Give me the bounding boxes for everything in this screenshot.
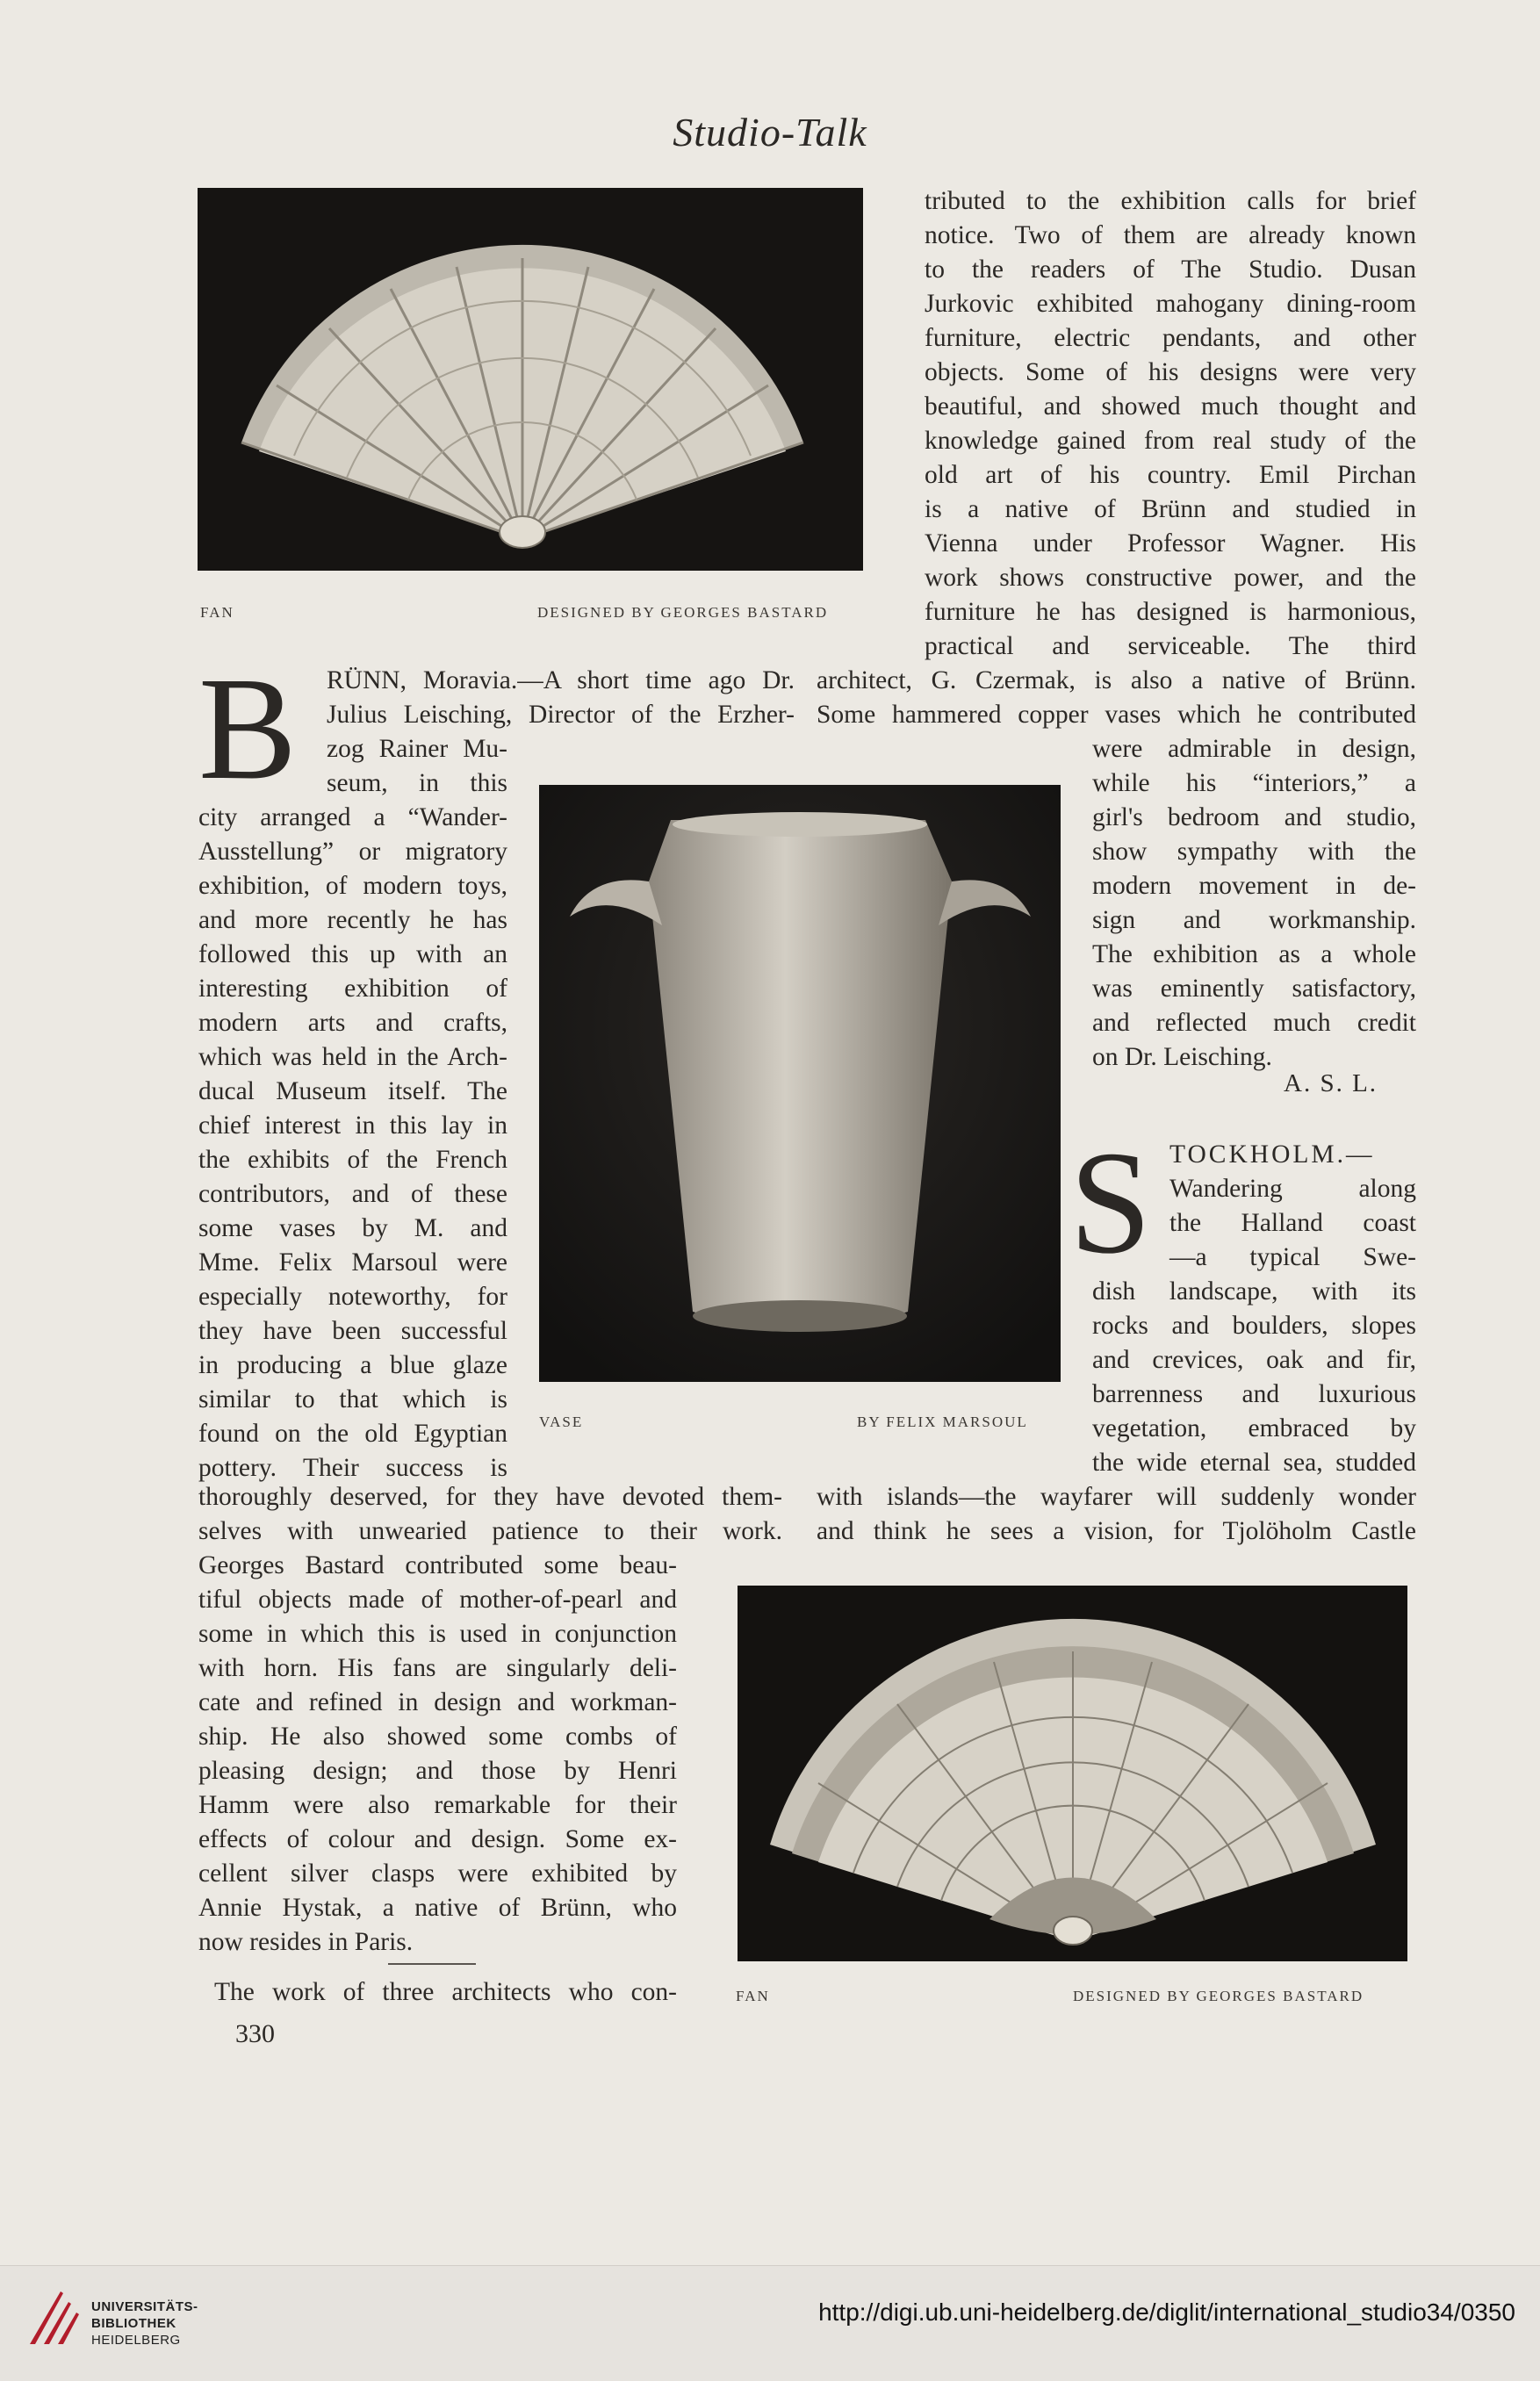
text-line: ducal Museum itself. The	[198, 1077, 507, 1105]
drop-cap-b: B	[198, 647, 298, 810]
text-line: in producing a blue glaze	[198, 1351, 507, 1379]
text-line: modern movement in de-	[1092, 872, 1416, 900]
library-name	[91, 2298, 198, 2349]
final-line	[214, 1975, 677, 2010]
text-line: modern arts and crafts,	[198, 1009, 507, 1037]
text-line: show sympathy with the	[1092, 838, 1416, 866]
text-line: cellent silver clasps were exhibited by	[198, 1859, 677, 1888]
text-line: ship. He also showed some combs of	[198, 1723, 677, 1751]
text-line: city arranged a “Wander-	[198, 803, 507, 831]
text-line: the wide eternal sea, studded	[1092, 1449, 1416, 1477]
text-line: The exhibition as a whole	[1092, 940, 1416, 968]
text-line: The work of three architects who con-	[214, 1978, 677, 2006]
text-line: pleasing design; and those by Henri	[198, 1757, 677, 1785]
text-line: with islands—the wayfarer will suddenly wonder	[817, 1483, 1416, 1511]
text-line: chief interest in this lay in	[198, 1111, 507, 1140]
text-line: thoroughly deserved, for they have devoted them-	[198, 1483, 782, 1511]
text-line: zog Rainer Mu-	[327, 735, 507, 763]
text-line: practical and serviceable. The third	[925, 632, 1416, 660]
text-line: was eminently satisfactory,	[1092, 975, 1416, 1003]
text-line: Georges Bastard contributed some beau-	[198, 1551, 677, 1579]
text-line: to the readers of The Studio. Dusan	[925, 255, 1416, 284]
text-line: sign and workmanship.	[1092, 906, 1416, 934]
text-line: interesting exhibition of	[198, 975, 507, 1003]
text-line: knowledge gained from real study of the	[925, 427, 1416, 455]
vase-caption-right: BY FELIX MARSOUL	[857, 1413, 1028, 1430]
text-line: Ausstellung” or migratory	[198, 838, 507, 866]
text-line: seum, in this	[327, 769, 507, 797]
source-url-link[interactable]: http://digi.ub.uni-heidelberg.de/diglit/international_studio34/0350	[818, 2298, 1515, 2326]
text-line: dish landscape, with its	[1092, 1277, 1416, 1306]
text-line: Julius Leisching, Director of the Erzher-	[327, 701, 795, 729]
text-line: now resides in Paris.	[198, 1928, 414, 1956]
text-line: furniture, electric pendants, and other	[925, 324, 1416, 352]
fan-illustration	[198, 188, 863, 571]
text-line: selves with unwearied patience to their work.	[198, 1517, 782, 1545]
text-line: pottery. Their success is	[198, 1454, 507, 1482]
fan-caption-right: DESIGNED BY GEORGES BASTARD	[537, 604, 829, 621]
text-line: while his “interiors,” a	[1092, 769, 1416, 797]
library-name-line: HEIDELBERG	[91, 2333, 181, 2348]
text-line: —a typical Swe-	[1169, 1243, 1416, 1271]
full-row-left	[198, 1480, 782, 1549]
text-line: beautiful, and showed much thought and	[925, 392, 1416, 421]
brunn-narrow-lines	[198, 801, 507, 1485]
text-line: on Dr. Leisching.	[1092, 1043, 1272, 1071]
text-line: effects of colour and design. Some ex-	[198, 1825, 677, 1853]
text-line: with horn. His fans are singularly deli-	[198, 1654, 677, 1682]
text-line: Vienna under Professor Wagner. His	[925, 529, 1416, 557]
signature: A. S. L.	[1284, 1069, 1378, 1097]
text-line: notice. Two of them are already known	[925, 221, 1416, 249]
text-line: the exhibits of the French	[198, 1146, 507, 1174]
brunn-wide-lines	[327, 664, 795, 732]
text-line: barrenness and luxurious	[1092, 1380, 1416, 1408]
text-line: Annie Hystak, a native of Brünn, who	[198, 1894, 677, 1922]
fan-caption-right-bottom: DESIGNED BY GEORGES BASTARD	[1073, 1988, 1364, 2004]
text-line: old art of his country. Emil Pirchan	[925, 461, 1416, 489]
text-line: and think he sees a vision, for Tjolöholm Castle	[817, 1517, 1416, 1545]
text-line: vegetation, embraced by	[1092, 1414, 1416, 1442]
text-line: girl's bedroom and studio,	[1092, 803, 1416, 831]
text-line: RÜNN, Moravia.—A short time ago Dr.	[327, 666, 795, 694]
section-divider	[388, 1963, 476, 1965]
text-line: and reflected much credit	[1092, 1009, 1416, 1037]
text-line: exhibition, of modern toys,	[198, 872, 507, 900]
stockholm-indent-lines	[1169, 1138, 1416, 1275]
brunn-indent-lines	[327, 732, 507, 801]
text-line: some in which this is used in conjunction	[198, 1620, 677, 1648]
text-line: and more recently he has	[198, 906, 507, 934]
text-line: and crevices, oak and fir,	[1092, 1346, 1416, 1374]
library-name-line: UNIVERSITÄTS-	[91, 2299, 198, 2314]
text-line: they have been successful	[198, 1317, 507, 1345]
text-line: is a native of Brünn and studied in	[925, 495, 1416, 523]
vase-illustration	[539, 785, 1061, 1382]
text-line: especially noteworthy, for	[198, 1283, 507, 1311]
text-line: furniture he has designed is harmonious,	[925, 598, 1416, 626]
fan-plate-bottom	[738, 1586, 1407, 1961]
right-column-top	[925, 184, 1416, 664]
text-line: were admirable in design,	[1092, 735, 1416, 763]
right-column-wide	[817, 664, 1416, 732]
running-header: Studio-Talk	[673, 110, 867, 155]
vase-caption-left: VASE	[539, 1413, 584, 1430]
text-line: the Halland coast	[1169, 1209, 1416, 1237]
page-number: 330	[235, 2019, 275, 2048]
text-line: contributors, and of these	[198, 1180, 507, 1208]
fan-caption-left-bottom: FAN	[736, 1988, 770, 2004]
full-row-right	[817, 1480, 1416, 1549]
text-line: which was held in the Arch-	[198, 1043, 507, 1071]
vase-plate	[539, 785, 1061, 1382]
right-column-mid	[1092, 732, 1416, 1075]
fan-illustration	[738, 1586, 1407, 1961]
library-name-line: BIBLIOTHEK	[91, 2316, 176, 2331]
text-line: work shows constructive power, and the	[925, 564, 1416, 592]
fan-caption-left: FAN	[200, 604, 234, 621]
stockholm-lines	[1092, 1275, 1416, 1480]
text-line: found on the old Egyptian	[198, 1420, 507, 1448]
fan-plate-top	[198, 188, 863, 571]
text-line: objects. Some of his designs were very	[925, 358, 1416, 386]
text-line: Hamm were also remarkable for their	[198, 1791, 677, 1819]
text-line: cate and refined in design and workman-	[198, 1688, 677, 1716]
text-line: Some hammered copper vases which he contributed	[817, 701, 1416, 729]
text-line: Mme. Felix Marsoul were	[198, 1248, 507, 1277]
text-line: Jurkovic exhibited mahogany dining-room	[925, 290, 1416, 318]
text-line: followed this up with an	[198, 940, 507, 968]
text-line: rocks and boulders, slopes	[1092, 1312, 1416, 1340]
drop-cap-s: S	[1069, 1121, 1152, 1284]
text-line: tributed to the exhibition calls for brief	[925, 187, 1416, 215]
text-line: tiful objects made of mother-of-pearl and	[198, 1586, 677, 1614]
text-line: some vases by M. and	[198, 1214, 507, 1242]
text-line: architect, G. Czermak, is also a native of Brünn.	[817, 666, 1416, 694]
bottom-left-column	[198, 1549, 677, 1960]
text-line: similar to that which is	[198, 1385, 507, 1413]
text-line: Wandering along	[1169, 1175, 1416, 1203]
text-line: TOCKHOLM.—	[1169, 1140, 1375, 1169]
